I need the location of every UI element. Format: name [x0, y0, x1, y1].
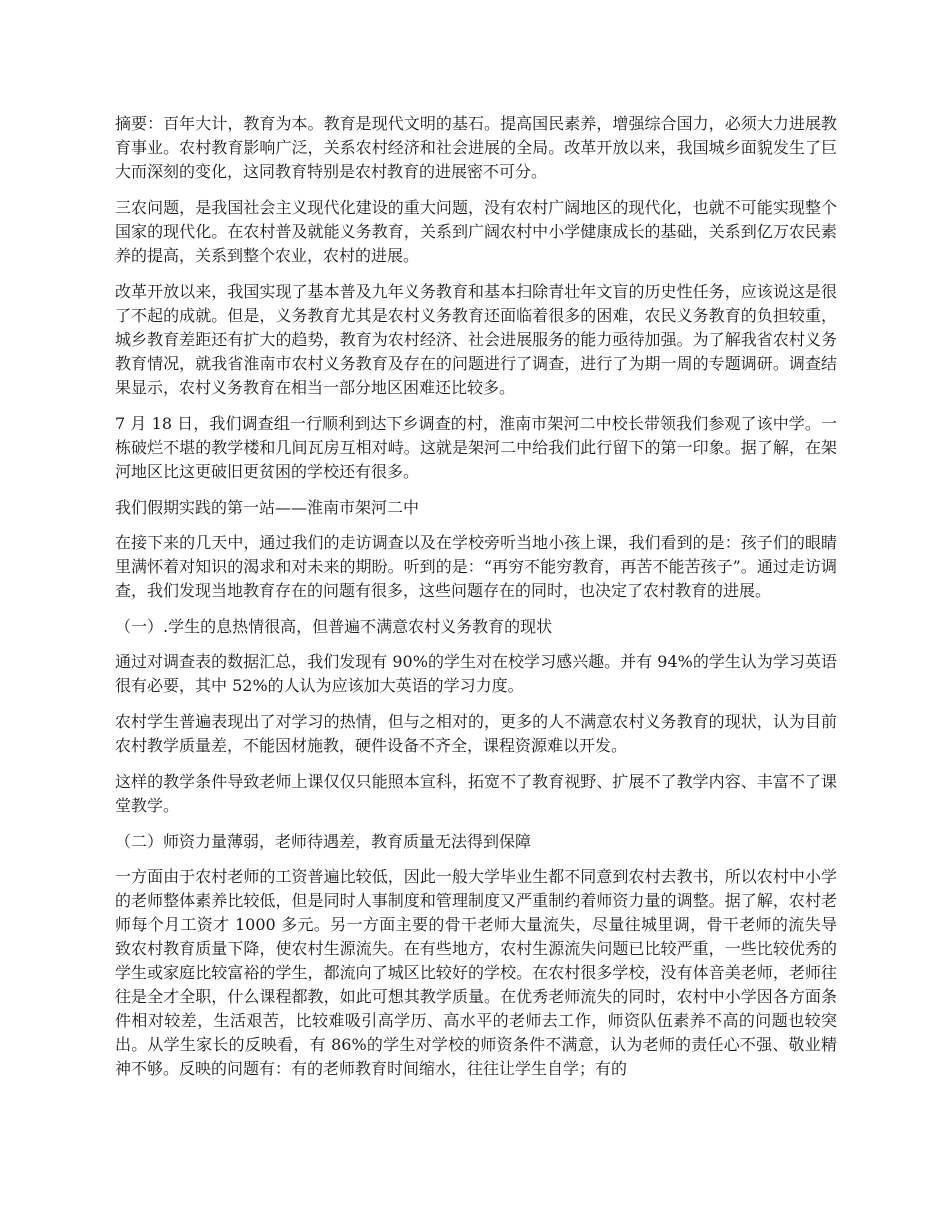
body-paragraph: 改革开放以来，我国实现了基本普及九年义务教育和基本扫除青壮年文盲的历史性任务，应该说这是很了不起的成就。但是，义务教育尤其是农村义务教育还面临着很多的困难，农民义务教育的负担较重，城乡教育差距还有扩大的趋势，教育为农村经济、社会进展服务的能力亟待加强。为了解我省农村义务教育情况，就我省淮南市农村义务教育及存在的问题进行了调查，进行了为期一周的专题调研。调查结果显示，农村义务教育在相当一部分地区困难还比较多。	[115, 282, 837, 397]
body-paragraph: 一方面由于农村老师的工资普遍比较低，因此一般大学毕业生都不同意到农村去教书，所以农村中小学的老师整体素养比较低，但是同时人事制度和管理制度又严重制约着师资力量的调整。据了解，农村老师每个月工资才 1000 多元。另一方面主要的骨干老师大量流失，尽量往城里调，骨干老师的流失导致农村教育质量下降，使农村生源流失。在有些地方，农村生源流失问题已比较严重，一些比较优秀的学生或家庭比较富裕的学生，都流向了城区比较好的学校。在农村很多学校，没有体音美老师，老师往往是全才全职，什么课程都教，如此可想其教学质量。在优秀老师流失的同时，农村中小学因各方面条件相对较差，生活艰苦，比较难吸引高学历、高水平的老师去工作，师资队伍素养不高的问题也较突出。从学生家长的反映看，有 86%的学生对学校的师资条件不满意，认为老师的责任心不强、敬业精神不够。反映的问题有：有的老师教育时间缩水，往往让学生自学；有的	[115, 867, 837, 1078]
section-heading: （二）师资力量薄弱，老师待遇差，教育质量无法得到保障	[115, 832, 532, 851]
body-paragraph: 农村学生普遍表现出了对学习的热情，但与之相对的，更多的人不满意农村义务教育的现状，认为目前农村教学质量差，不能因材施教，硬件设备不齐全，课程资源难以开发。	[115, 712, 837, 755]
body-paragraph: 在接下来的几天中，通过我们的走访调查以及在学校旁听当地小孩上课，我们看到的是：孩子们的眼睛里满怀着对知识的渴求和对未来的期盼。听到的是：“再穷不能穷教育，再苦不能苦孩子”。通过走访调查，我们发现当地教育存在的问题有很多，这些问题存在的同时，也决定了农村教育的进展。	[115, 533, 837, 600]
body-paragraph: 三农问题，是我国社会主义现代化建设的重大问题，没有农村广阔地区的现代化，也就不可能实现整个国家的现代化。在农村普及就能义务教育，关系到广阔农村中小学健康成长的基础，关系到亿万农民素养的提高，关系到整个农业，农村的进展。	[115, 198, 837, 265]
body-paragraph: 7 月 18 日，我们调查组一行顺利到达下乡调查的村，淮南市架河二中校长带领我们参观了该中学。一栋破烂不堪的教学楼和几间瓦房互相对峙。这就是架河二中给我们此行留下的第一印象。据了解，在架河地区比这更破旧更贫困的学校还有很多。	[115, 414, 837, 481]
abstract-paragraph: 摘要：百年大计，教育为本。教育是现代文明的基石。提高国民素养，增强综合国力，必须大力进展教育事业。农村教育影响广泛，关系农村经济和社会进展的全局。改革开放以来，我国城乡面貌发生了巨大而深刻的变化，这同教育特别是农村教育的进展密不可分。	[115, 114, 837, 181]
section-heading: （一）.学生的息热情很高，但普遍不满意农村义务教育的现状	[115, 617, 553, 636]
section-heading: 我们假期实践的第一站——淮南市架河二中	[115, 498, 420, 517]
body-paragraph: 这样的教学条件导致老师上课仅仅只能照本宣科，拓宽不了教育视野、扩展不了教学内容、丰富不了课堂教学。	[115, 772, 837, 815]
body-paragraph: 通过对调查表的数据汇总，我们发现有 90%的学生对在校学习感兴趣。并有 94%的学生认为学习英语很有必要，其中 52%的人认为应该加大英语的学习力度。	[115, 652, 837, 695]
document-page	[115, 112, 837, 1093]
